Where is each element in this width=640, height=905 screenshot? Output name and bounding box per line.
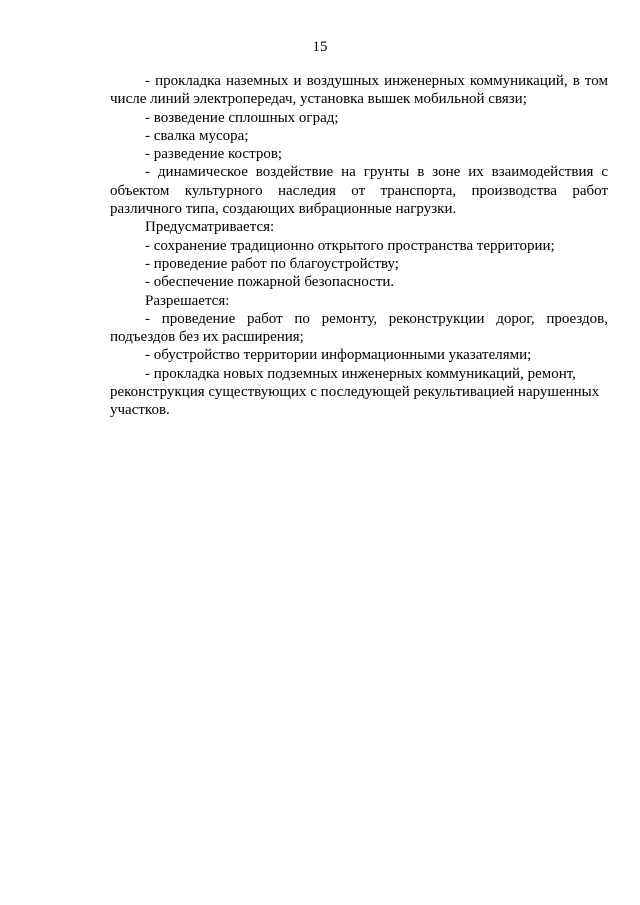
paragraph-underground-utilities: - прокладка новых подземных инженерных коммуникаций, ремонт, реконструкция существующих с последующей рекультивацией нарушенных участков. [110,365,600,419]
paragraph-fire-safety: - обеспечение пожарной безопасности. [145,274,395,291]
paragraph-bonfires: - разведение костров; [145,146,283,163]
heading-provided: Предусматривается: [145,219,275,236]
paragraph-open-space: - сохранение традиционно открытого пространства территории; [145,237,555,254]
heading-permitted: Разрешается: [145,292,230,309]
document-body [110,72,608,420]
paragraph-dynamic-impact: - динамическое воздействие на грунты в зоне их взаимодействия с объектом культурного наследия от транспорта, производства работ различного типа, создающих вибрационные нагрузки. [110,164,608,218]
paragraph-info-signs: - обустройство территории информационными указателями; [145,347,532,364]
paragraph-overhead-utilities: - прокладка наземных и воздушных инженерных коммуникаций, в том числе линий электропередач, установка вышек мобильной связи; [110,73,608,108]
paragraph-landscaping: - проведение работ по благоустройству; [145,255,399,272]
page-number: 15 [312,39,328,55]
paragraph-solid-fences: - возведение сплошных оград; [145,109,339,126]
paragraph-garbage-dump: - свалка мусора; [145,127,249,144]
paragraph-road-repair: - проведение работ по ремонту, реконструкции дорог, проездов, подъездов без их расширения; [110,310,608,346]
